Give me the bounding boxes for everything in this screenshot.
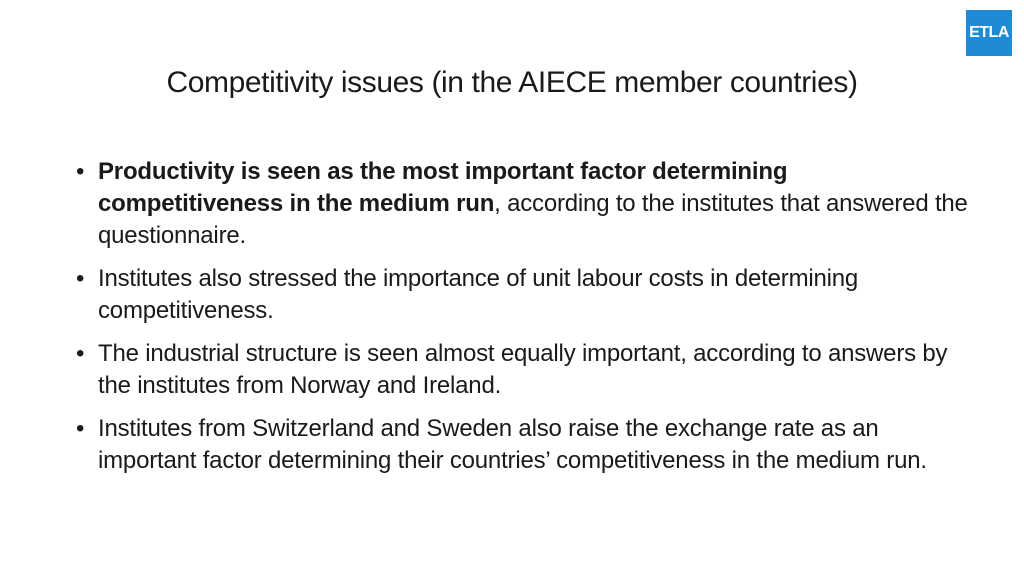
bullet-item-4 [76,413,976,477]
bullet-1-text: , according to the institutes that answered the questionnaire. [98,190,968,249]
bullet-icon: • [76,158,85,185]
bullet-item-3 [76,338,976,402]
bullet-item-2 [76,263,976,327]
bullet-item-1 [76,156,976,252]
bullet-icon: • [76,265,85,292]
slide-title: Competitivity issues (in the AIECE member countries) [166,66,858,99]
bullet-3-text: The industrial structure is seen almost equally important, according to answers by the institutes from Norway and Ireland. [98,340,948,399]
bullet-1-bold-text: Productivity is seen as the most important factor determining competitiveness in the medium run [98,158,788,217]
bullet-2-text: Institutes also stressed the importance of unit labour costs in determining competitiveness. [98,265,859,324]
bullet-list [76,156,976,488]
etla-logo: ETLA [966,10,1012,56]
bullet-4-text: Institutes from Switzerland and Sweden also raise the exchange rate as an important factor determining their countries’ competitiveness in the medium run. [98,415,927,474]
bullet-icon: • [76,340,85,367]
bullet-icon: • [76,415,85,442]
